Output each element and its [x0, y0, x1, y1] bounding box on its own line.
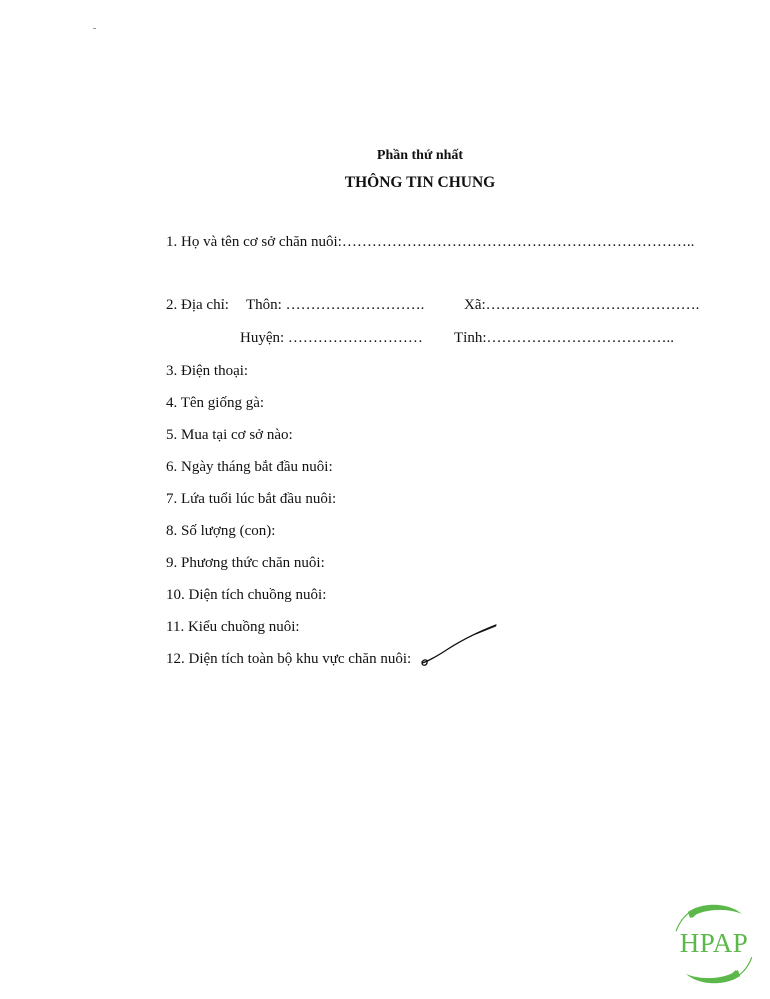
scan-speck [93, 28, 96, 29]
field-purchase-source: 5. Mua tại cơ sở nào: [166, 427, 293, 443]
field-phone: 3. Điện thoại: [166, 363, 249, 379]
field-start-age: 7. Lứa tuổi lúc bắt đầu nuôi: [166, 491, 337, 507]
pen-mark-icon [416, 622, 500, 670]
field-address-district: Huyện: ……………………… [240, 330, 423, 346]
field-farming-method: 9. Phương thức chăn nuôi: [166, 555, 325, 571]
field-barn-type: 11. Kiểu chuồng nuôi: [166, 619, 300, 635]
field-barn-area: 10. Diện tích chuồng nuôi: [166, 587, 327, 603]
hpap-logo-text: HPAP [679, 928, 749, 958]
field-address-label: 2. Địa chỉ: [166, 297, 229, 313]
field-facility-name: 1. Họ và tên cơ sở chăn nuôi:…………………………………………………………….. [166, 234, 695, 250]
section-title: THÔNG TIN CHUNG [344, 174, 496, 191]
field-address-commune: Xã:……………………………………. [464, 297, 700, 313]
hpap-logo [668, 898, 760, 990]
field-quantity: 8. Số lượng (con): [166, 523, 276, 539]
field-start-date: 6. Ngày tháng bắt đầu nuôi: [166, 459, 333, 475]
field-total-area: 12. Diện tích toàn bộ khu vực chăn nuôi: [166, 651, 412, 667]
part-heading: Phần thứ nhất [376, 148, 464, 163]
field-address-hamlet: Thôn: ………………………. [246, 297, 425, 313]
field-address-province: Tỉnh:……………………………….. [454, 330, 674, 346]
field-breed-name: 4. Tên giống gà: [166, 395, 265, 411]
